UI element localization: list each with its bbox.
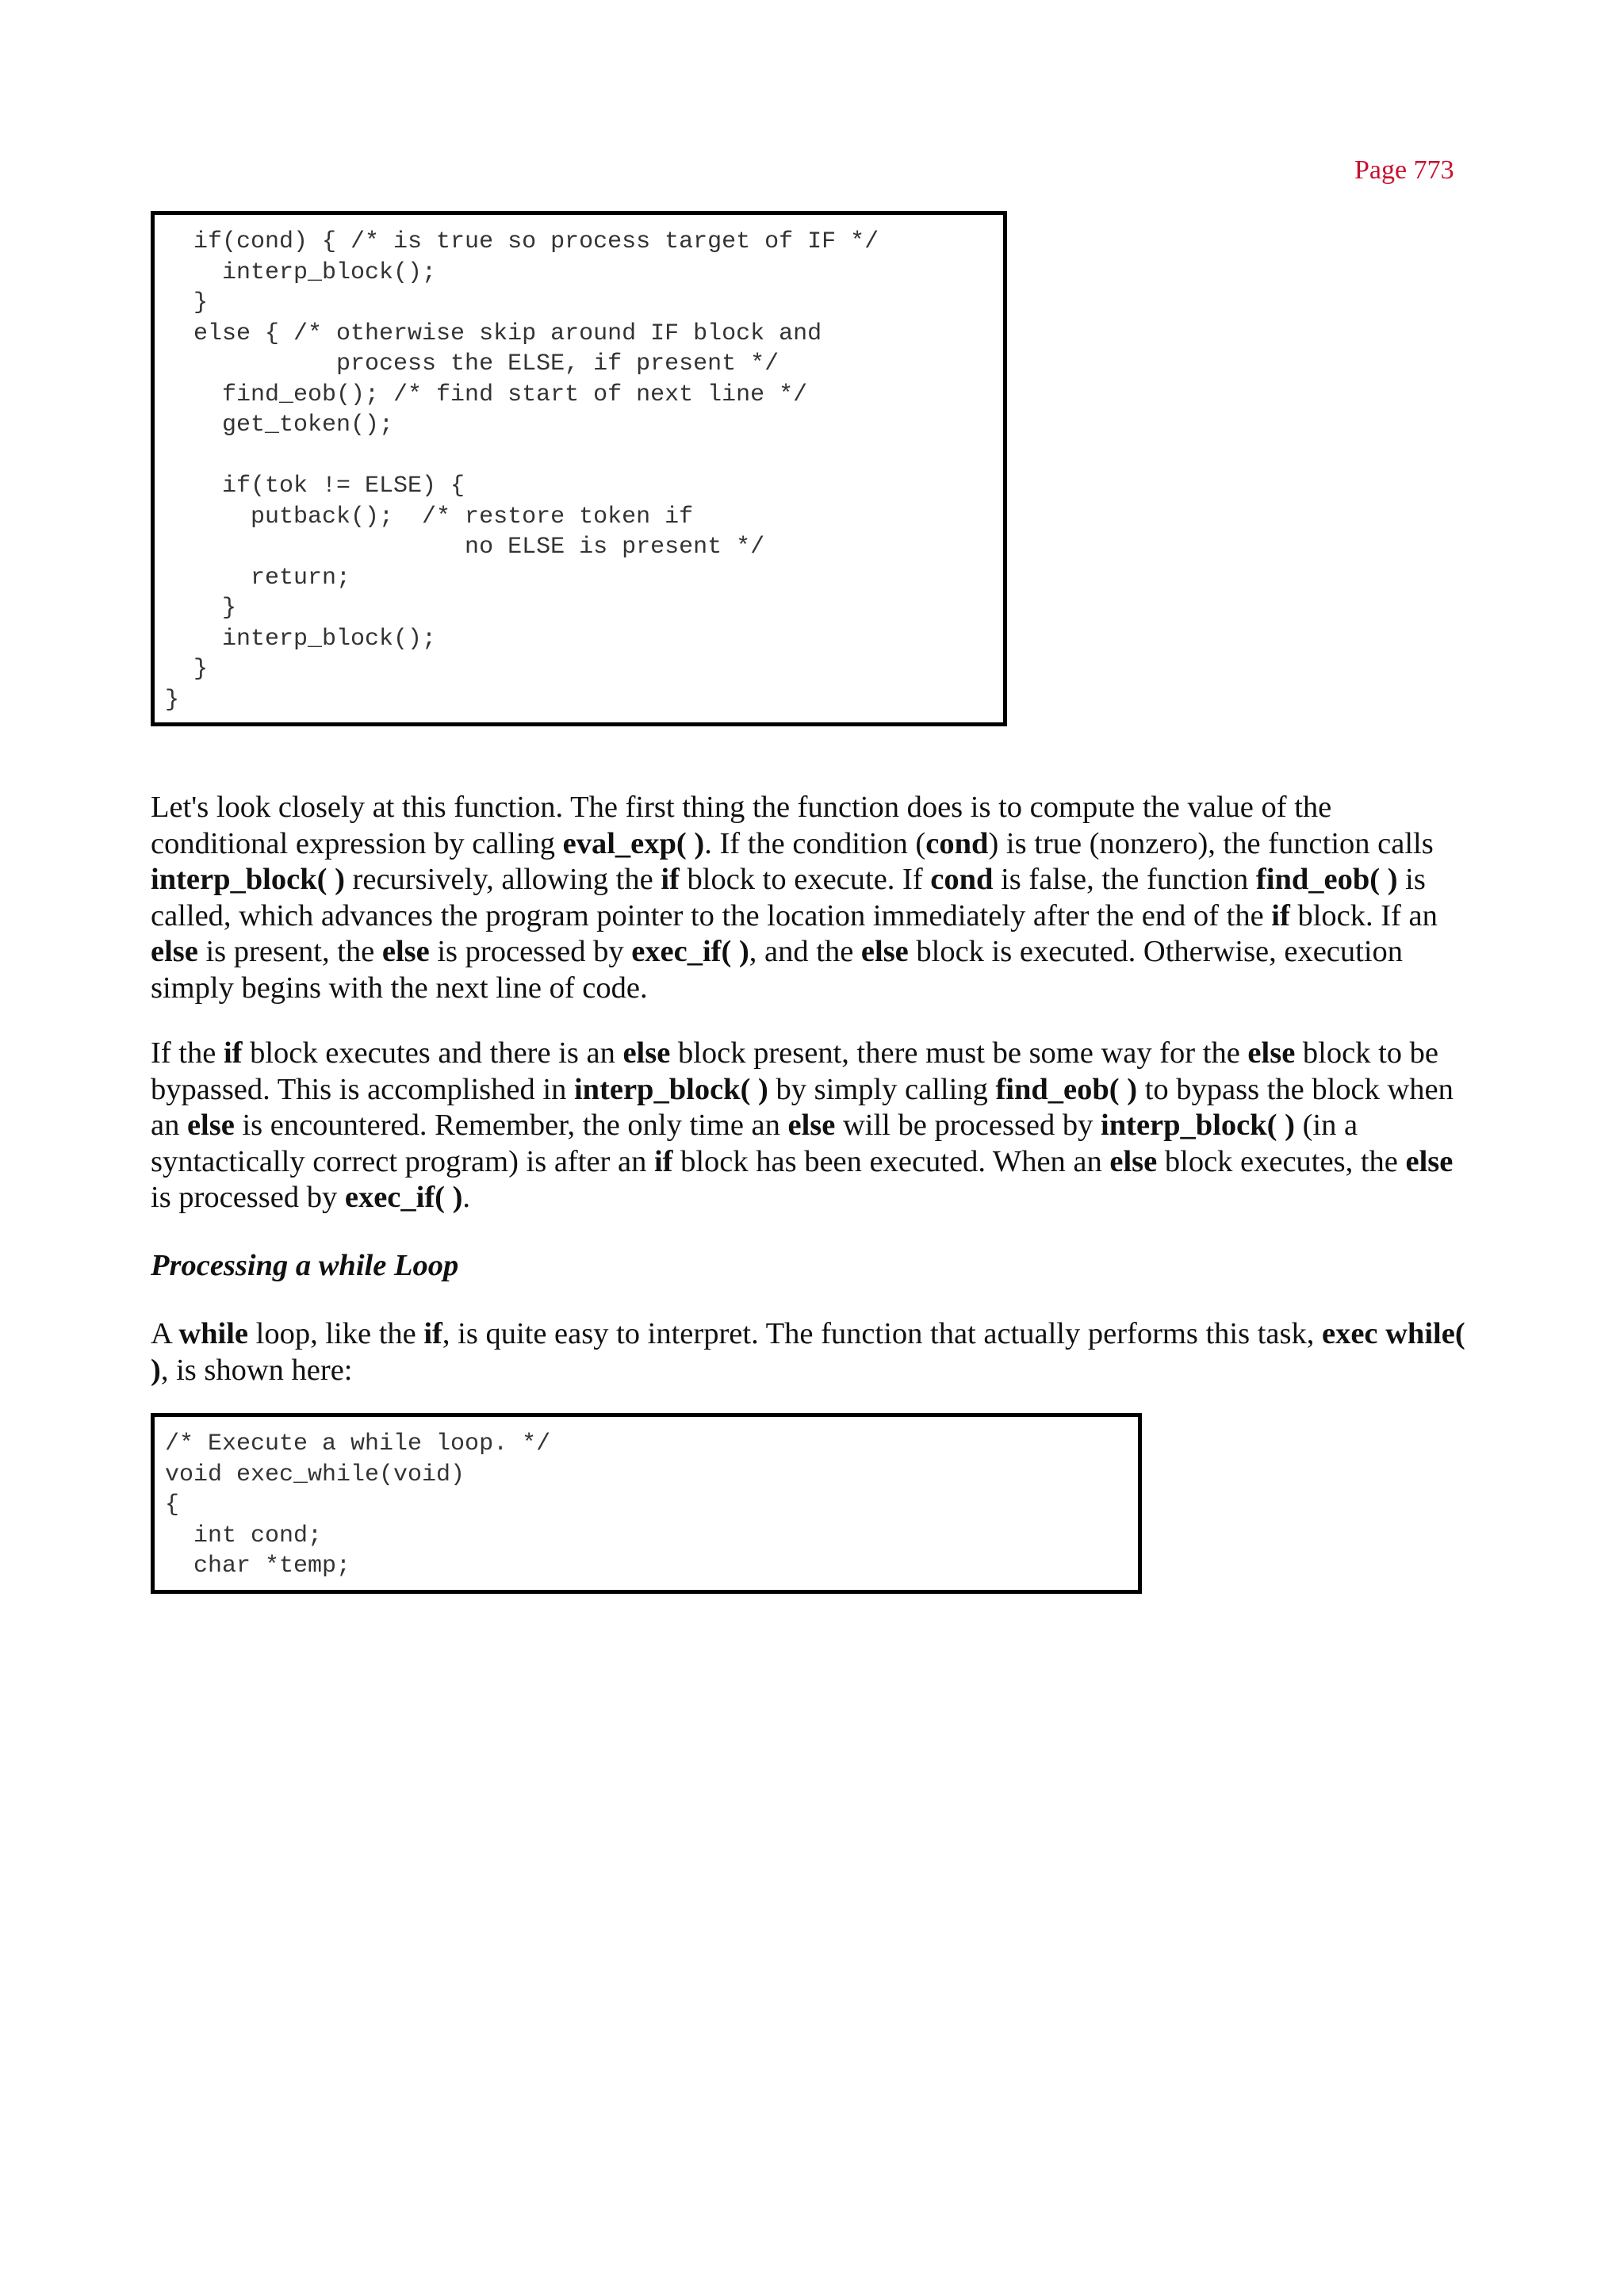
text-run: is processed by <box>429 935 632 968</box>
text-run: Let's look closely at this function. The first thing the function does is to compute the value of the conditional expression by calling <box>151 791 1332 860</box>
code-block-exec-while <box>151 1413 1142 1594</box>
code-term: else <box>151 935 198 968</box>
text-run: If the <box>151 1036 224 1070</box>
code-term: cond <box>925 826 989 860</box>
code-term: else <box>622 1036 671 1070</box>
code-text: /* Execute a while loop. */ void exec_while(void) { int cond; char *temp; <box>165 1430 551 1580</box>
text-run: block to execute. If <box>679 863 931 896</box>
code-term: if <box>1271 898 1290 933</box>
code-term: exec_if( ) <box>631 935 749 968</box>
code-term: cond <box>930 863 994 896</box>
code-text: if(cond) { /* is true so process target of IF */ interp_block(); } else { /* otherwise skip around IF block and process the ELSE, if present */ find_eob(); /* find start of next line */ get_token(); if(tok != ELSE) { putback(); /* restore token if no ELSE is present */ return; } interp_block(); } } <box>165 228 879 714</box>
paragraph-while-intro <box>151 1316 1467 1388</box>
code-term: else <box>1109 1144 1158 1178</box>
text-run: block. If an <box>1289 898 1438 933</box>
text-run: ) is true (nonzero), the function calls <box>988 826 1434 860</box>
text-run: block has been executed. When an <box>672 1144 1110 1178</box>
text-run: A <box>151 1317 179 1350</box>
section-heading: Processing a while Loop <box>151 1249 459 1282</box>
text-run: . If the condition ( <box>704 826 926 860</box>
text-run: is processed by <box>151 1181 345 1214</box>
code-term: else <box>186 1109 235 1142</box>
text-run: , is shown here: <box>160 1353 353 1387</box>
text-run: , is quite easy to interpret. The function that actually performs this task, <box>442 1317 1322 1350</box>
text-run: is called, which advances the program pointer to the location immediately after the end of the <box>151 863 1426 933</box>
code-term: exec while( ) <box>151 1317 1465 1387</box>
code-term: interp_block( ) <box>573 1072 768 1106</box>
code-term: while <box>178 1317 249 1350</box>
text-run: is false, the function <box>993 863 1256 896</box>
text-run: . <box>462 1181 471 1214</box>
code-term: find_eob( ) <box>1255 863 1398 896</box>
code-term: else <box>787 1109 836 1142</box>
code-term: exec_if( ) <box>344 1181 463 1214</box>
code-term: interp_block( ) <box>151 863 345 896</box>
code-term: else <box>381 935 430 968</box>
code-term: if <box>653 1144 673 1178</box>
code-term: interp_block( ) <box>1101 1109 1295 1142</box>
text-run: is encountered. Remember, the only time an <box>234 1109 788 1142</box>
text-run: is present, the <box>197 935 382 968</box>
code-term: if <box>661 863 680 896</box>
code-term: if <box>223 1036 243 1070</box>
text-run: loop, like the <box>248 1317 424 1350</box>
text-run: to bypass the block when an <box>151 1072 1454 1142</box>
code-term: if <box>423 1317 442 1350</box>
text-run: block present, there must be some way for the <box>670 1036 1248 1070</box>
paragraph-exec-if-explanation <box>151 790 1467 1006</box>
text-run: will be processed by <box>835 1109 1101 1142</box>
code-term: find_eob( ) <box>995 1072 1138 1106</box>
paragraph-else-bypass <box>151 1036 1467 1216</box>
text-run: block to be bypassed. This is accomplished in <box>151 1036 1438 1106</box>
text-run: by simply calling <box>768 1072 996 1106</box>
text-run: , and the <box>749 935 861 968</box>
text-run: block executes and there is an <box>242 1036 623 1070</box>
code-block-exec-if <box>151 211 1007 726</box>
code-term: else <box>1405 1144 1454 1178</box>
code-term: else <box>1247 1036 1296 1070</box>
text-run: block executes, the <box>1157 1144 1406 1178</box>
code-term: else <box>860 935 909 968</box>
page-number: Page 773 <box>1354 155 1454 185</box>
text-run: (in a syntactically correct program) is after an <box>151 1109 1358 1178</box>
code-term: eval_exp( ) <box>562 826 705 860</box>
text-run: recursively, allowing the <box>344 863 661 896</box>
text-run: block is executed. Otherwise, execution simply begins with the next line of code. <box>151 935 1404 1005</box>
